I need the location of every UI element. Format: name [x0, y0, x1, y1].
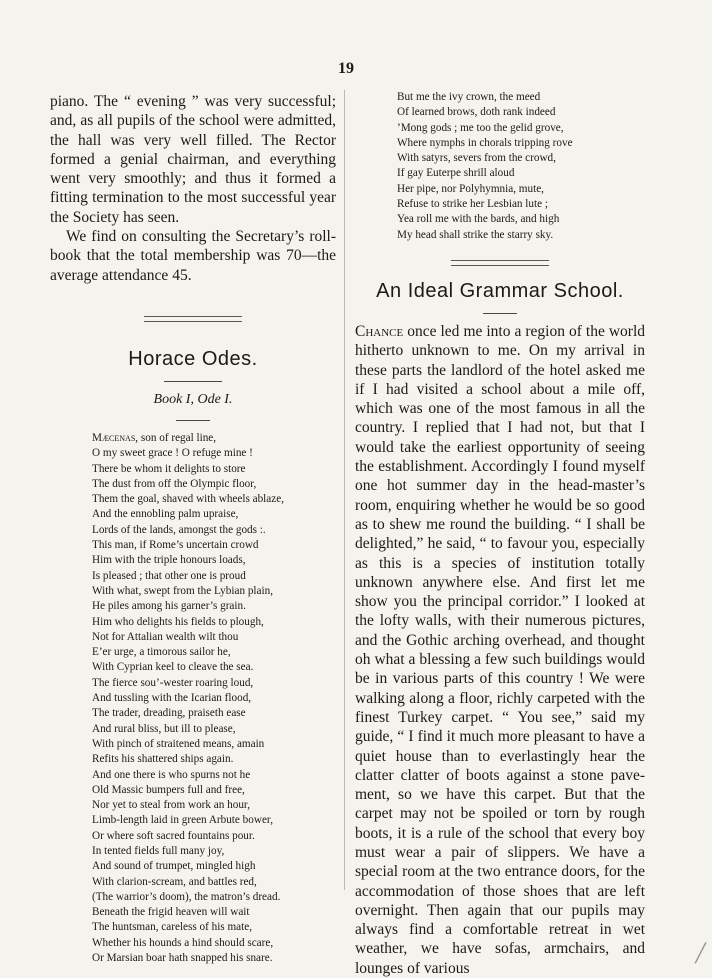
poem-line: Or Marsian boar hath snapped his snare.: [92, 952, 273, 965]
poem-line: And the ennobling palm upraise,: [92, 508, 239, 521]
poem-line: With clarion-scream, and battles red,: [92, 875, 257, 888]
poem-line: Old Massic bumpers full and free,: [92, 783, 245, 796]
poem-line: There be whom it delights to store: [92, 462, 246, 475]
poem-line: And rural bliss, but ill to please,: [92, 722, 236, 735]
poem-line: Lords of the lands, amongst the gods :.: [92, 523, 266, 536]
poem-verse: [92, 431, 336, 965]
poem-line: Beneath the frigid heaven will wait: [92, 906, 250, 919]
poem-line: With pinch of straitened means, amain: [92, 737, 265, 750]
poem-line: The fierce sou’-wester roaring loud,: [92, 676, 254, 689]
poem-line: Not for Attalian wealth wilt thou: [92, 630, 239, 643]
poem-line: Whether his hounds a hind should scare,: [92, 936, 274, 949]
poem-line: Him who delights his fields to plough,: [92, 615, 264, 628]
report-paragraph-1: piano. The “ evening ” was very successful; and, as all pupils of the school were admitted, the hall was very well filled. The Rector formed a genial chairman, and everything went very smoothly; and thus it formed a fitting termination to the most successful year the Society has seen.: [50, 93, 336, 226]
poem-line: This man, if Rome’s uncertain crowd: [92, 539, 259, 552]
poem-line: Her pipe, nor Polyhymnia, mute,: [397, 182, 544, 195]
poem-line: Of learned brows, doth rank indeed: [397, 106, 556, 119]
poem-line: ’Mong gods ; me too the gelid grove,: [397, 121, 564, 134]
poem-line: E’er urge, a timorous sailor he,: [92, 646, 231, 659]
page-number: 19: [338, 60, 354, 77]
column-divider: [344, 90, 345, 890]
poem-line: Nor yet to steal from work an hour,: [92, 799, 251, 812]
poem-line: Refuse to strike her Lesbian lute ;: [397, 198, 548, 211]
poem-line: Him with the triple honours loads,: [92, 554, 246, 567]
poem-line: The dust from off the Olympic floor,: [92, 477, 257, 490]
poem-line: Limb-length laid in green Arbute bower,: [92, 814, 273, 827]
poem-line: O my sweet grace ! O refuge mine !: [92, 447, 253, 460]
poem-line: But me the ivy crown, the meed: [397, 91, 541, 103]
poem-line: My head shall strike the starry sky.: [397, 228, 554, 241]
poem-line: With what, swept from the Lybian plain,: [92, 584, 273, 597]
page-corner-mark: ╱: [695, 943, 706, 963]
poem-line: With satyrs, severs from the crowd,: [397, 152, 556, 165]
article-title: An Ideal Grammar School.: [376, 279, 624, 302]
poem-line: The trader, dreading, praiseth ease: [92, 707, 246, 720]
poem-line: Yea roll me with the bards, and high: [397, 213, 560, 226]
poem-line: Them the goal, shaved with wheels ablaze,: [92, 493, 284, 506]
poem-line: Is pleased ; that other one is proud: [92, 569, 246, 582]
poem-line: The huntsman, careless of his mate,: [92, 921, 252, 934]
poem-line: Mæcenas, son of regal line,: [92, 431, 217, 444]
left-column: [50, 92, 336, 965]
poem-line: Refits his shattered ships again.: [92, 753, 234, 766]
poem-line: (The warrior’s doom), the matron’s dread.: [92, 890, 281, 903]
poem-line: If gay Euterpe shrill aloud: [397, 167, 515, 180]
article-body: [355, 322, 645, 978]
poem-line: Or where soft sacred fountains pour.: [92, 829, 255, 842]
poem-line: And sound of trumpet, mingled high: [92, 860, 256, 873]
poem-line: He piles among his garner’s grain.: [92, 600, 246, 613]
poem-continued: [397, 90, 645, 243]
poem-title: Horace Odes.: [128, 347, 258, 370]
poem-subtitle: Book I, Ode I.: [153, 391, 233, 407]
poem-line: Where nymphs in chorals tripping rove: [397, 136, 573, 149]
poem-line: And one there is who spurns not he: [92, 768, 251, 781]
right-column: [355, 90, 645, 978]
poem-line: In tented fields full many joy,: [92, 844, 225, 857]
poem-line: With Cyprian keel to cleave the sea.: [92, 661, 254, 674]
article-paragraph: Chance once led me into a region of the world hitherto unknown to me. On my arrival in these parts the landlord of the hotel asked me if I had visited a school about a mile off, which was one of the most famous in all the country. I replied that I had not, but that I would take the earliest opportunity of seeing the establishment. Accordingly I found myself one hot summer day in the head-master’s room, enquiring whether he would be so good as to shew me round the building. “ I shall be delighted,” he said, “ to favour you, especially as this is a species of institution totally unknown anywhere else. And first let me show you the principal corridor.” I looked at the lofty walls, with their numerous pictures, and the Gothic arching overhead, and thought oh what a blessing a few such buildings would be in various parts of this country ! We were walking along a floor, richly carpeted with the finest Turkey carpet. “ You see,” said my guide, “ I find it much more pleasant to have a quiet house than to everlastingly hear the clatter clatter of boots against a stone pavement, so we have this carpet. But that the carpet may not be spoiled or torn by rough boots, it is a rule of the school that every boy must wear a pair of slippers. We have a special room at the two entrance doors, for the accommodation of those shoes that are left overnight. Then again that our pupils may always find a comfortable retreat in wet weather, we have sofas, armchairs, and lounges of various: [355, 322, 645, 977]
report-paragraph-2: We find on consulting the Secretary’s roll-book that the total membership was 70—the average attendance 45.: [50, 228, 336, 284]
society-report: [50, 92, 336, 285]
poem-line: And tussling with the Icarian flood,: [92, 692, 252, 705]
